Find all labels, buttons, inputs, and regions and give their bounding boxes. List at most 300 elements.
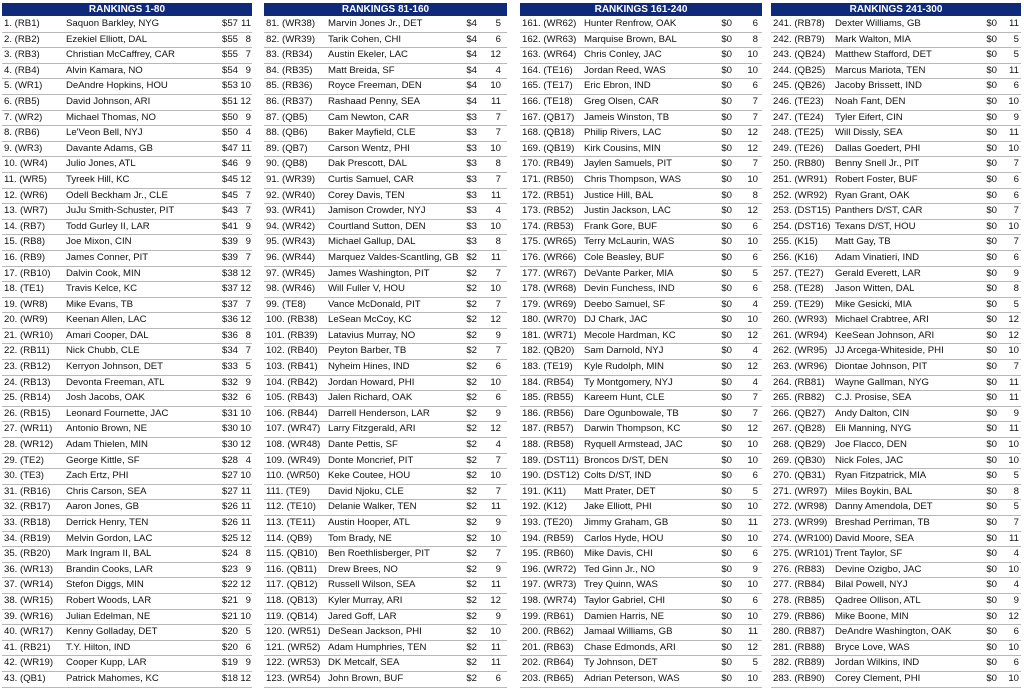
rank-position: 97. (WR45): [266, 267, 316, 279]
player-name: Curtis Samuel, CAR: [328, 173, 414, 185]
bye-week: 11: [748, 626, 758, 638]
ranking-row: [2, 391, 252, 407]
player-name: Michael Gallup, DAL: [328, 236, 416, 248]
bye-week: 10: [490, 626, 501, 638]
rank-position: 116. (QB11): [266, 563, 317, 575]
player-name: Ty Montgomery, NYJ: [584, 376, 673, 388]
auction-price: $0: [986, 314, 997, 326]
auction-price: $0: [721, 205, 732, 217]
player-name: Corey Clement, PHI: [835, 672, 921, 684]
player-name: Cooper Kupp, LAR: [66, 657, 147, 669]
player-name: Will Fuller V, HOU: [328, 283, 405, 295]
ranking-row: [771, 189, 1021, 205]
player-name: JuJu Smith-Schuster, PIT: [66, 205, 175, 217]
player-name: Kenny Golladay, DET: [66, 626, 158, 638]
player-name: Jordan Reed, WAS: [584, 64, 666, 76]
auction-price: $0: [986, 610, 997, 622]
rank-position: 23. (RB12): [4, 361, 51, 373]
rank-position: 91. (WR39): [266, 173, 316, 185]
rank-position: 88. (QB6): [266, 127, 308, 139]
player-name: Austin Hooper, ATL: [328, 517, 410, 528]
ranking-row: [771, 360, 1021, 376]
rank-position: 271. (WR97): [773, 485, 828, 497]
bye-week: 7: [1013, 158, 1019, 170]
rank-position: 282. (RB89): [773, 657, 825, 669]
player-name: Marquez Valdes-Scantling, GB: [328, 251, 458, 263]
ranking-row: [520, 360, 762, 376]
player-name: Devonta Freeman, ATL: [66, 376, 165, 388]
bye-week: 6: [1013, 251, 1019, 263]
bye-week: 9: [495, 610, 501, 622]
player-name: Ezekiel Elliott, DAL: [66, 33, 148, 45]
rank-position: 115. (QB10): [266, 548, 318, 560]
ranking-row: [520, 48, 762, 64]
rank-position: 274. (WR100): [773, 532, 833, 544]
player-name: Joe Mixon, CIN: [66, 236, 132, 248]
ranking-row: [2, 563, 252, 579]
auction-price: $0: [721, 158, 732, 170]
player-name: Panthers D/ST, CAR: [835, 205, 923, 217]
rank-position: 81. (WR38): [266, 18, 316, 29]
bye-week: 10: [1008, 142, 1019, 154]
bye-week: 10: [1008, 563, 1019, 575]
player-name: Noah Fant, DEN: [835, 95, 906, 107]
ranking-row: [2, 469, 252, 485]
auction-price: $0: [721, 657, 732, 669]
ranking-row: [771, 422, 1021, 438]
bye-week: 6: [1013, 189, 1019, 201]
rank-position: 253. (DST15): [773, 205, 831, 217]
player-name: Bilal Powell, NYJ: [835, 579, 908, 591]
rank-position: 202. (RB64): [522, 657, 574, 669]
ranking-row: [771, 282, 1021, 298]
bye-week: 12: [240, 173, 251, 185]
bye-week: 6: [752, 283, 758, 295]
ranking-row: [2, 407, 252, 423]
ranking-row: [2, 313, 252, 329]
bye-week: 12: [240, 579, 251, 591]
bye-week: 6: [1013, 173, 1019, 185]
player-name: Chase Edmonds, ARI: [584, 641, 676, 653]
ranking-row: [2, 532, 252, 548]
auction-price: $0: [721, 423, 732, 435]
bye-week: 5: [1013, 49, 1019, 61]
rank-position: 18. (TE1): [4, 283, 44, 295]
ranking-row: [771, 17, 1021, 33]
rank-position: 113. (TE11): [266, 517, 316, 528]
ranking-row: [771, 656, 1021, 672]
bye-week: 11: [491, 501, 501, 513]
bye-week: 12: [747, 361, 758, 373]
player-name: T.Y. Hilton, IND: [66, 641, 131, 653]
auction-price: $0: [986, 641, 997, 653]
bye-week: 9: [1013, 111, 1019, 123]
bye-week: 10: [490, 376, 501, 388]
auction-price: $0: [721, 672, 732, 684]
player-name: Adam Vinatieri, IND: [835, 251, 920, 263]
ranking-row: [2, 95, 252, 111]
ranking-row: [264, 578, 507, 594]
bye-week: 4: [1013, 548, 1019, 560]
auction-price: $2: [466, 454, 477, 466]
player-name: Matt Breida, SF: [328, 64, 395, 76]
ranking-row: [2, 641, 252, 657]
ranking-row: [264, 532, 507, 548]
bye-week: 10: [240, 610, 251, 622]
bye-week: 10: [747, 532, 758, 544]
ranking-row: [520, 313, 762, 329]
player-name: Chris Thompson, WAS: [584, 173, 682, 185]
rank-position: 185. (RB55): [522, 392, 574, 404]
player-name: Mark Walton, MIA: [835, 33, 911, 45]
auction-price: $0: [721, 345, 732, 357]
auction-price: $2: [466, 267, 477, 279]
bye-week: 10: [747, 314, 758, 326]
rank-position: 166. (TE18): [522, 95, 573, 107]
bye-week: 6: [495, 361, 501, 373]
rank-position: 85. (RB36): [266, 80, 313, 92]
ranking-row: [2, 485, 252, 501]
ranking-row: [520, 235, 762, 251]
player-name: Nick Foles, JAC: [835, 454, 904, 466]
ranking-row: [264, 438, 507, 454]
ranking-row: [520, 17, 762, 33]
bye-week: 10: [1008, 641, 1019, 653]
ranking-row: [520, 672, 762, 688]
auction-price: $0: [986, 485, 997, 497]
rank-position: 40. (WR17): [4, 626, 54, 638]
ranking-row: [264, 17, 507, 33]
player-name: Ryquell Armstead, JAC: [584, 439, 683, 451]
ranking-row: [520, 454, 762, 470]
ranking-row: [2, 173, 252, 189]
bye-week: 12: [240, 314, 251, 326]
auction-price: $0: [986, 220, 997, 232]
player-name: Julian Edelman, NE: [66, 610, 151, 622]
ranking-row: [771, 485, 1021, 501]
ranking-row: [771, 454, 1021, 470]
auction-price: $2: [466, 470, 477, 482]
ranking-row: [264, 625, 507, 641]
bye-week: 8: [752, 33, 758, 45]
rank-position: 181. (WR71): [522, 329, 577, 341]
bye-week: 9: [245, 236, 251, 248]
ranking-row: [264, 204, 507, 220]
rank-position: 82. (WR39): [266, 33, 316, 45]
ranking-row: [2, 79, 252, 95]
player-name: James Conner, PIT: [66, 251, 149, 263]
auction-price: $51: [221, 95, 238, 107]
rankings-column-1: [2, 3, 252, 688]
rank-position: 262. (WR95): [773, 345, 828, 357]
auction-price: $0: [986, 283, 997, 295]
player-name: Melvin Gordon, LAC: [66, 532, 153, 544]
auction-price: $4: [466, 64, 477, 76]
bye-week: 5: [752, 267, 758, 279]
bye-week: 10: [1008, 439, 1019, 451]
rank-position: 118. (QB13): [266, 594, 318, 606]
auction-price: $53: [221, 80, 238, 92]
rank-position: 94. (WR42): [266, 220, 316, 232]
ranking-row: [771, 126, 1021, 142]
bye-week: 10: [1008, 220, 1019, 232]
rank-position: 83. (RB34): [266, 49, 313, 61]
player-name: Jake Elliott, PHI: [584, 501, 652, 513]
auction-price: $2: [466, 517, 477, 528]
bye-week: 4: [495, 205, 501, 217]
ranking-row: [264, 360, 507, 376]
auction-price: $0: [721, 142, 732, 154]
auction-price: $0: [986, 361, 997, 373]
bye-week: 12: [490, 423, 501, 435]
bye-week: 6: [245, 392, 251, 404]
rank-position: 176. (WR66): [522, 251, 577, 263]
rank-position: 37. (WR14): [4, 579, 54, 591]
bye-week: 10: [747, 173, 758, 185]
bye-week: 7: [1013, 517, 1019, 528]
player-name: Marquise Brown, BAL: [584, 33, 677, 45]
auction-price: $2: [466, 548, 477, 560]
bye-week: 11: [241, 142, 251, 154]
player-name: Ryan Grant, OAK: [835, 189, 910, 201]
rank-position: 256. (K16): [773, 251, 818, 263]
rank-position: 187. (RB57): [522, 423, 574, 435]
rank-position: 270. (QB31): [773, 470, 826, 482]
ranking-row: [771, 500, 1021, 516]
rank-position: 249. (TE26): [773, 142, 824, 154]
player-name: Diontae Johnson, PIT: [835, 361, 928, 373]
ranking-row: [264, 376, 507, 392]
bye-week: 7: [495, 298, 501, 310]
ranking-row: [520, 594, 762, 610]
auction-price: $30: [221, 423, 238, 435]
player-name: Antonio Brown, NE: [66, 423, 148, 435]
rank-position: 190. (DST12): [522, 470, 580, 482]
rank-position: 278. (RB85): [773, 594, 825, 606]
player-name: Dexter Williams, GB: [835, 18, 921, 29]
ranking-row: [520, 485, 762, 501]
auction-price: $3: [466, 189, 477, 201]
rank-position: 197. (WR73): [522, 579, 577, 591]
player-name: David Moore, SEA: [835, 532, 914, 544]
player-name: Matt Gay, TB: [835, 236, 891, 248]
rank-position: 108. (WR48): [266, 439, 321, 451]
rank-position: 255. (K15): [773, 236, 818, 248]
auction-price: $19: [221, 657, 238, 669]
ranking-row: [771, 329, 1021, 345]
player-name: Qadree Ollison, ATL: [835, 594, 921, 606]
bye-week: 11: [491, 189, 501, 201]
player-name: Sam Darnold, NYJ: [584, 345, 664, 357]
auction-price: $3: [466, 173, 477, 185]
bye-week: 12: [240, 532, 251, 544]
rank-position: 33. (RB18): [4, 517, 51, 528]
bye-week: 7: [752, 95, 758, 107]
rank-position: 111. (TE9): [266, 485, 310, 497]
auction-price: $0: [986, 80, 997, 92]
rank-position: 251. (WR91): [773, 173, 828, 185]
rank-position: 2. (RB2): [4, 33, 40, 45]
auction-price: $3: [466, 236, 477, 248]
rank-position: 267. (QB28): [773, 423, 826, 435]
rankings-column-4: [771, 3, 1021, 688]
ranking-row: [2, 625, 252, 641]
bye-week: 6: [1013, 626, 1019, 638]
ranking-row: [520, 33, 762, 49]
rank-position: 28. (WR12): [4, 439, 54, 451]
rank-position: 269. (QB30): [773, 454, 826, 466]
bye-week: 10: [1008, 454, 1019, 466]
rank-position: 35. (RB20): [4, 548, 51, 560]
player-name: Tyler Eifert, CIN: [835, 111, 903, 123]
bye-week: 6: [752, 251, 758, 263]
bye-week: 9: [495, 563, 501, 575]
auction-price: $0: [721, 376, 732, 388]
player-name: Kyle Rudolph, MIN: [584, 361, 664, 373]
auction-price: $2: [466, 501, 477, 513]
rank-position: 19. (WR8): [4, 298, 48, 310]
rank-position: 268. (QB29): [773, 439, 826, 451]
player-name: Travis Kelce, KC: [66, 283, 138, 295]
ranking-row: [771, 64, 1021, 80]
player-name: Michael Crabtree, ARI: [835, 314, 929, 326]
rank-position: 248. (TE25): [773, 127, 824, 139]
player-name: Le'Veon Bell, NYJ: [66, 127, 143, 139]
ranking-row: [771, 407, 1021, 423]
ranking-row: [2, 142, 252, 158]
auction-price: $22: [221, 579, 238, 591]
ranking-row: [520, 578, 762, 594]
player-name: Patrick Mahomes, KC: [66, 672, 159, 684]
rankings-column-3: [520, 3, 762, 688]
player-name: Chris Carson, SEA: [66, 485, 147, 497]
bye-week: 7: [495, 267, 501, 279]
player-name: Brandin Cooks, LAR: [66, 563, 153, 575]
ranking-row: [2, 547, 252, 563]
rank-position: 247. (TE24): [773, 111, 824, 123]
bye-week: 12: [747, 423, 758, 435]
player-name: Greg Olsen, CAR: [584, 95, 659, 107]
rank-position: 163. (WR64): [522, 49, 577, 61]
auction-price: $2: [466, 485, 477, 497]
column-header: RANKINGS 241-300: [771, 3, 1021, 16]
rankings-list: [264, 17, 507, 688]
rank-position: 110. (WR50): [266, 470, 320, 482]
rank-position: 180. (WR70): [522, 314, 577, 326]
player-name: Adam Humphries, TEN: [328, 641, 427, 653]
bye-week: 11: [241, 517, 251, 528]
rank-position: 173. (RB52): [522, 205, 574, 217]
rank-position: 103. (RB41): [266, 361, 318, 373]
ranking-row: [520, 95, 762, 111]
ranking-row: [264, 220, 507, 236]
bye-week: 7: [245, 189, 251, 201]
auction-price: $45: [221, 189, 238, 201]
ranking-row: [520, 220, 762, 236]
rank-position: 41. (RB21): [4, 641, 51, 653]
rankings-column-2: [264, 3, 507, 688]
rank-position: 191. (K11): [522, 485, 567, 497]
rank-position: 107. (WR47): [266, 423, 321, 435]
auction-price: $39: [221, 251, 238, 263]
player-name: Marvin Jones Jr., DET: [328, 18, 423, 29]
auction-price: $0: [721, 579, 732, 591]
ranking-row: [2, 282, 252, 298]
rank-position: 20. (WR9): [4, 314, 48, 326]
auction-price: $0: [986, 95, 997, 107]
player-name: Jared Goff, LAR: [328, 610, 397, 622]
player-name: Danny Amendola, DET: [835, 501, 933, 513]
bye-week: 9: [245, 64, 251, 76]
rank-position: 11. (WR5): [4, 173, 47, 185]
rank-position: 22. (RB11): [4, 345, 50, 357]
player-name: Davante Adams, GB: [66, 142, 153, 154]
auction-price: $36: [221, 329, 238, 341]
ranking-row: [2, 64, 252, 80]
auction-price: $2: [466, 641, 477, 653]
player-name: Josh Jacobs, OAK: [66, 392, 145, 404]
rank-position: 245. (QB26): [773, 80, 826, 92]
auction-price: $32: [221, 392, 238, 404]
column-header: RANKINGS 161-240: [520, 3, 762, 16]
auction-price: $4: [466, 18, 477, 29]
ranking-row: [771, 578, 1021, 594]
bye-week: 10: [1008, 672, 1019, 684]
player-name: Ted Ginn Jr., NO: [584, 563, 655, 575]
player-name: Stefon Diggs, MIN: [66, 579, 144, 591]
auction-price: $2: [466, 392, 477, 404]
player-name: Mike Evans, TB: [66, 298, 134, 310]
player-name: Donte Moncrief, PIT: [328, 454, 414, 466]
auction-price: $0: [721, 439, 732, 451]
auction-price: $0: [721, 454, 732, 466]
rank-position: 275. (WR101): [773, 548, 833, 560]
auction-price: $0: [721, 236, 732, 248]
ranking-row: [264, 516, 507, 532]
player-name: Alvin Kamara, NO: [66, 64, 143, 76]
ranking-row: [520, 251, 762, 267]
ranking-row: [520, 407, 762, 423]
ranking-row: [2, 48, 252, 64]
ranking-row: [2, 111, 252, 127]
player-name: Taylor Gabriel, CHI: [584, 594, 666, 606]
ranking-row: [264, 251, 507, 267]
rank-position: 42. (WR19): [4, 657, 54, 669]
rank-position: 121. (WR52): [266, 641, 321, 653]
player-name: Robert Foster, BUF: [835, 173, 918, 185]
ranking-row: [2, 454, 252, 470]
auction-price: $0: [986, 594, 997, 606]
auction-price: $34: [221, 345, 238, 357]
auction-price: $0: [721, 641, 732, 653]
player-name: DeSean Jackson, PHI: [328, 626, 422, 638]
auction-price: $37: [221, 298, 238, 310]
bye-week: 10: [747, 579, 758, 591]
auction-price: $2: [466, 579, 477, 591]
auction-price: $2: [466, 563, 477, 575]
rank-position: 89. (QB7): [266, 142, 308, 154]
player-name: Nick Chubb, CLE: [66, 345, 140, 357]
ranking-row: [2, 500, 252, 516]
player-name: DeAndre Hopkins, HOU: [66, 80, 168, 92]
auction-price: $55: [221, 49, 238, 61]
rank-position: 3. (RB3): [4, 49, 40, 61]
ranking-row: [771, 641, 1021, 657]
player-name: Wayne Gallman, NYG: [835, 376, 930, 388]
rank-position: 168. (QB18): [522, 127, 575, 139]
auction-price: $0: [721, 95, 732, 107]
auction-price: $20: [221, 626, 238, 638]
